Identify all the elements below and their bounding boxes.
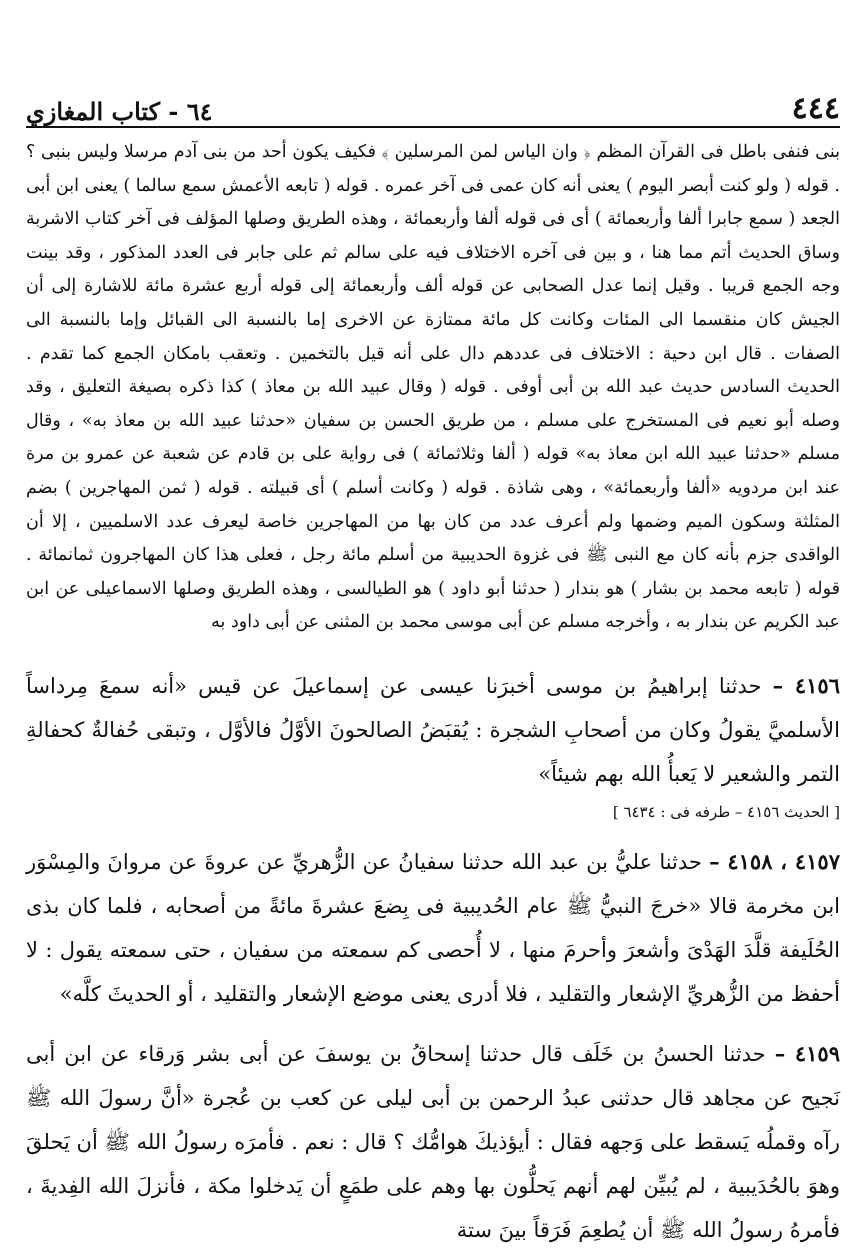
hadith-text: حدثنا إبراهيمُ بن موسى أخبرَنا عيسى عن إسماعيلَ عن قيس «أنه سمعَ مِرداساً الأسلميَّ يقولُ وكان من أصحابِ الشجرة : يُقبَضُ الصالحونَ الأوَّلُ فالأوَّل ، وتبقى حُفالةٌ كحفالةِ التمر والشعير لا يَعبأُ الله بهم شيئاً»	[26, 673, 840, 786]
hadith-text: حدثنا عليُّ بن عبد الله حدثنا سفيانُ عن الزُّهريِّ عن عروةَ عن مروانَ والمِسْوَر ابن مخرمة قالا «خرجَ النبيُّ ﷺ عام الحُديبية فى بِضعَ عشرةَ مائةً من أصحابه ، فلما كان بذى الحُلَيفة قلَّدَ الهَدْىَ وأشعرَ وأحرمَ منها ، لا أُحصى كم سمعته من سفيان ، حتى سمعته يقول : لا أحفظ من الزُّهريِّ الإشعار والتقليد ، فلا أدرى يعنى موضع الإشعار والتقليد ، أو الحديثَ كلَّه»	[26, 849, 840, 1006]
hadith-4157-4158	[26, 840, 840, 1016]
page-header	[26, 88, 840, 124]
hadith-number: ٤١٥٧ ، ٤١٥٨ –	[709, 848, 840, 874]
commentary-paragraph: بنى فنفى باطل فى القرآن المظم ﴿ وان الياس لمن المرسلين ﴾ فكيف يكون أحد من بنى آدم مرسلا وليس بنبى ؟ . قوله ( ولو كنت أبصر اليوم ) يعنى أنه كان عمى فى آخر عمره . قوله ( تابعه الأعمش سمع سالما ) يعنى ابن أبى الجعد ( سمع جابرا ألفا وأربعمائة ) أى فى قوله ألفا وأربعمائة ، وهذه الطريق وصلها المؤلف فى آخر كتاب الاشربة وساق الحديث أتم مما هنا ، و بين فى آخره الاختلاف فيه على سالم ثم على جابر فى العدد المذكور ، وقد بينت وجه الجمع قريبا . وقيل إنما عدل الصحابى عن قوله ألف وأربعمائة إلى قوله أربع عشرة مائة للاشارة إلى أن الجيش كان منقسما الى المئات وكانت كل مائة ممتازة عن الاخرى إما بالنسبة الى القبائل وإما بالنسبة الى الصفات . قال ابن دحية : الاختلاف فى عددهم دال على أنه قيل بالتخمين . وتعقب بامكان الجمع كما تقدم . الحديث السادس حديث عبد الله بن أبى أوفى . قوله ( وقال عبيد الله بن معاذ ) كذا ذكره بصيغة التعليق ، وقد وصله أبو نعيم فى المستخرج على مسلم ، من طريق الحسن بن سفيان «حدثنا عبيد الله بن معاذ به» ، وقال مسلم «حدثنا عبيد الله ابن معاذ به» قوله ( ألفا وثلاثمائة ) فى رواية على بن قادم عن شعبة عن عمرو بن مرة عند ابن مردويه «ألفا وأربعمائة» ، وهى شاذة . قوله ( وكانت أسلم ) أى قبيلته . قوله ( ثمن المهاجرين ) بضم المثلثة وسكون الميم وضمها ولم أعرف عدد من كان بها من المهاجرين خاصة ليعرف عدد الاسلميين ، إلا أن الواقدى جزم بأنه كان مع النبى ﷺ فى غزوة الحديبية من أسلم مائة رجل ، فعلى هذا كان المهاجرون ثمانمائة . قوله ( تابعه محمد بن بشار ) هو بندار ( حدثنا أبو داود ) هو الطيالسى ، وهذه الطريق وصلها الاسماعيلى عن ابن عبد الكريم عن بندار به ، وأخرجه مسلم عن أبى موسى محمد بن المثنى عن أبى داود به	[26, 142, 840, 633]
hadith-number: ٤١٥٦ –	[772, 672, 840, 698]
page-body	[26, 136, 840, 1252]
page-number: ٤٤٤	[791, 91, 840, 126]
hadith-number: ٤١٥٩ –	[774, 1040, 840, 1066]
header-rule	[26, 126, 840, 128]
hadith-text: حدثنا الحسنُ بن خَلَف قال حدثنا إسحاقُ بن يوسفَ عن أبى بشر وَرقاء عن ابن أبى نَجيح عن مجاهد قال حدثنى عبدُ الرحمن بن أبى ليلى عن كعب بن عُجرة «أنَّ رسولَ الله ﷺ رآه وقملُه يَسقط على وَجهه فقال : أيؤذيكَ هوامُّك ؟ قال : نعم . فأمرَه رسولُ الله ﷺ أن يَحلقَ وهوَ بالحُدَيبية ، لم يُبيِّن لهم أنهم يَحلُّون بها وهم على طمَعٍ أن يَدخلوا مكة ، فأنزلَ الله الفِديةَ ، فأمرهُ رسولُ الله ﷺ أن يُطعِمَ فَرَقاً بينَ ستة	[26, 1041, 840, 1242]
hadith-4159	[26, 1032, 840, 1252]
running-title: ٦٤ - كتاب المغازي	[26, 97, 213, 126]
cross-reference-note: [ الحديث ٤١٥٦ – طرفه فى : ٦٤٣٤ ]	[612, 802, 840, 821]
hadith-4156	[26, 664, 840, 796]
